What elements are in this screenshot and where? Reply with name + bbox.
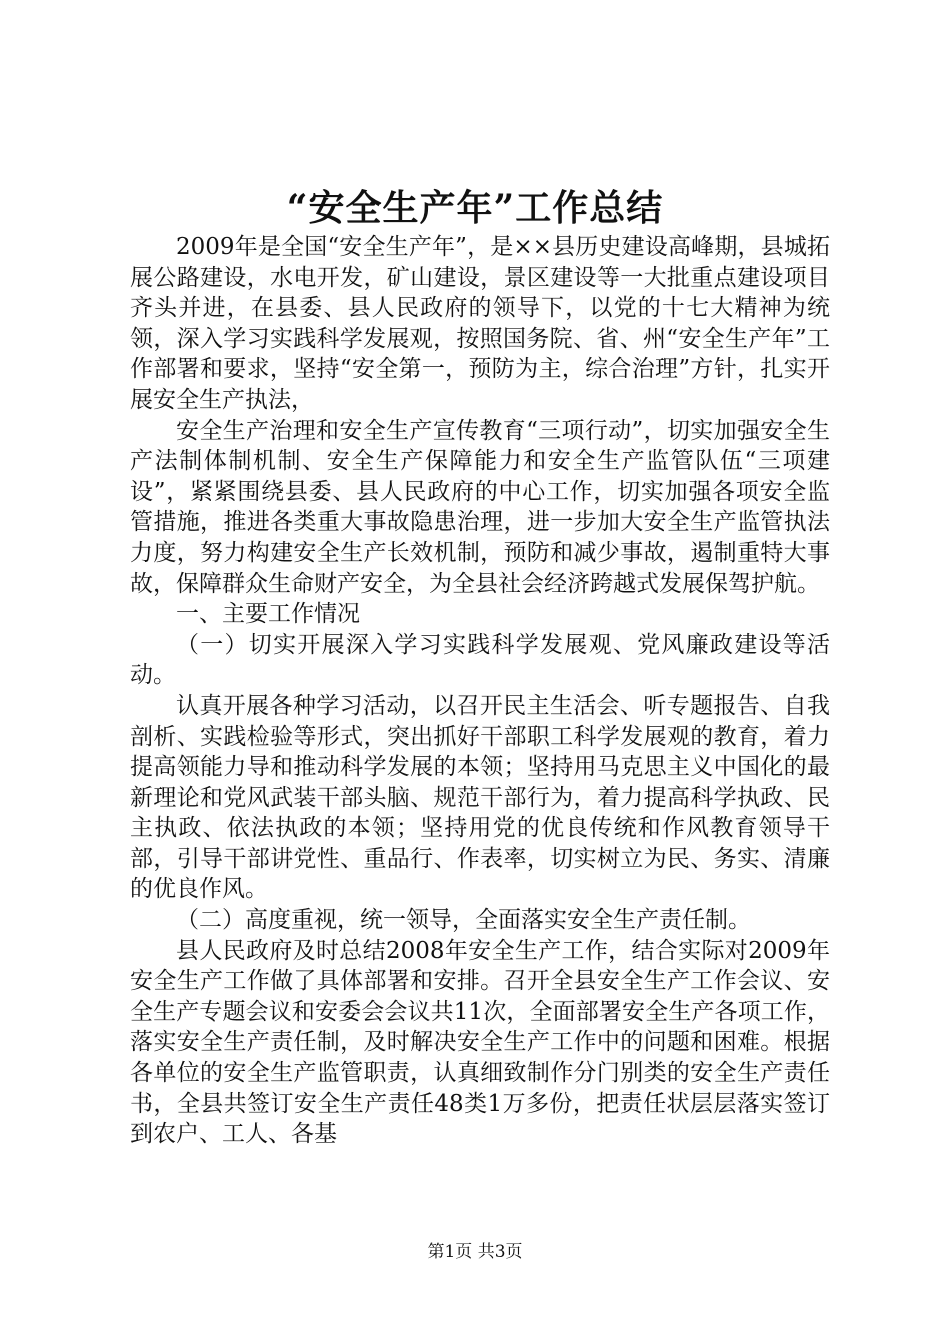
page-number-footer: 第1页 共3页: [427, 1242, 523, 1262]
subsection-heading-2: （二）高度重视，统一领导，全面落实安全生产责任制。: [176, 907, 751, 934]
section-heading-main-work: 一、主要工作情况: [176, 601, 360, 628]
subsection-heading-1: （一）切实开展深入学习实践科学发展观、党风廉政建设等活动。: [130, 631, 830, 689]
paragraph-intro: 2009年是全国“安全生产年”，是××县历史建设高峰期，县城拓展公路建设，水电开发，矿山建设，景区建设等一大批重点建设项目齐头并进，在县委、县人民政府的领导下，以党的十七大精神为统领，深入学习实践科学发展观，按照国务院、省、州“安全生产年”工作部署和要求，坚持“安全第一，预防为主，综合治理”方针，扎实开展安全生产执法，: [130, 234, 830, 413]
paragraph-study-activities: 认真开展各种学习活动，以召开民主生活会、听专题报告、自我剖析、实践检验等形式，突出抓好干部职工科学发展观的教育，着力提高领能力导和推动科学发展的本领；坚持用马克思主义中国化的最新理论和党风武装干部头脑、规范干部行为，着力提高科学执政、民主执政、依法执政的本领；坚持用党的优良传统和作风教育领导干部，引导干部讲党性、重品行、作表率，切实树立为民、务实、清廉的优良作风。: [130, 692, 830, 903]
paragraph-responsibility: 县人民政府及时总结2008年安全生产工作，结合实际对2009年安全生产工作做了具体部署和安排。召开全县安全生产工作会议、安全生产专题会议和安委会会议共11次，全面部署安全生产各项工作，落实安全生产责任制，及时解决安全生产工作中的问题和困难。根据各单位的安全生产监管职责，认真细致制作分门别类的安全生产责任书，全县共签订安全生产责任48类1万多份，把责任状层层落实签订到农户、工人、各基: [130, 937, 830, 1148]
document-body: [130, 232, 830, 1150]
paragraph-three-actions: 安全生产治理和安全生产宣传教育“三项行动”，切实加强安全生产法制体制机制、安全生产保障能力和安全生产监管队伍“三项建设”，紧紧围绕县委、县人民政府的中心工作，切实加强各项安全监管措施，推进各类重大事故隐患治理，进一步加大安全生产监管执法力度，努力构建安全生产长效机制，预防和减少事故，遏制重特大事故，保障群众生命财产安全，为全县社会经济跨越式发展保驾护航。: [130, 417, 830, 597]
document-title: “安全生产年”工作总结: [286, 187, 664, 229]
